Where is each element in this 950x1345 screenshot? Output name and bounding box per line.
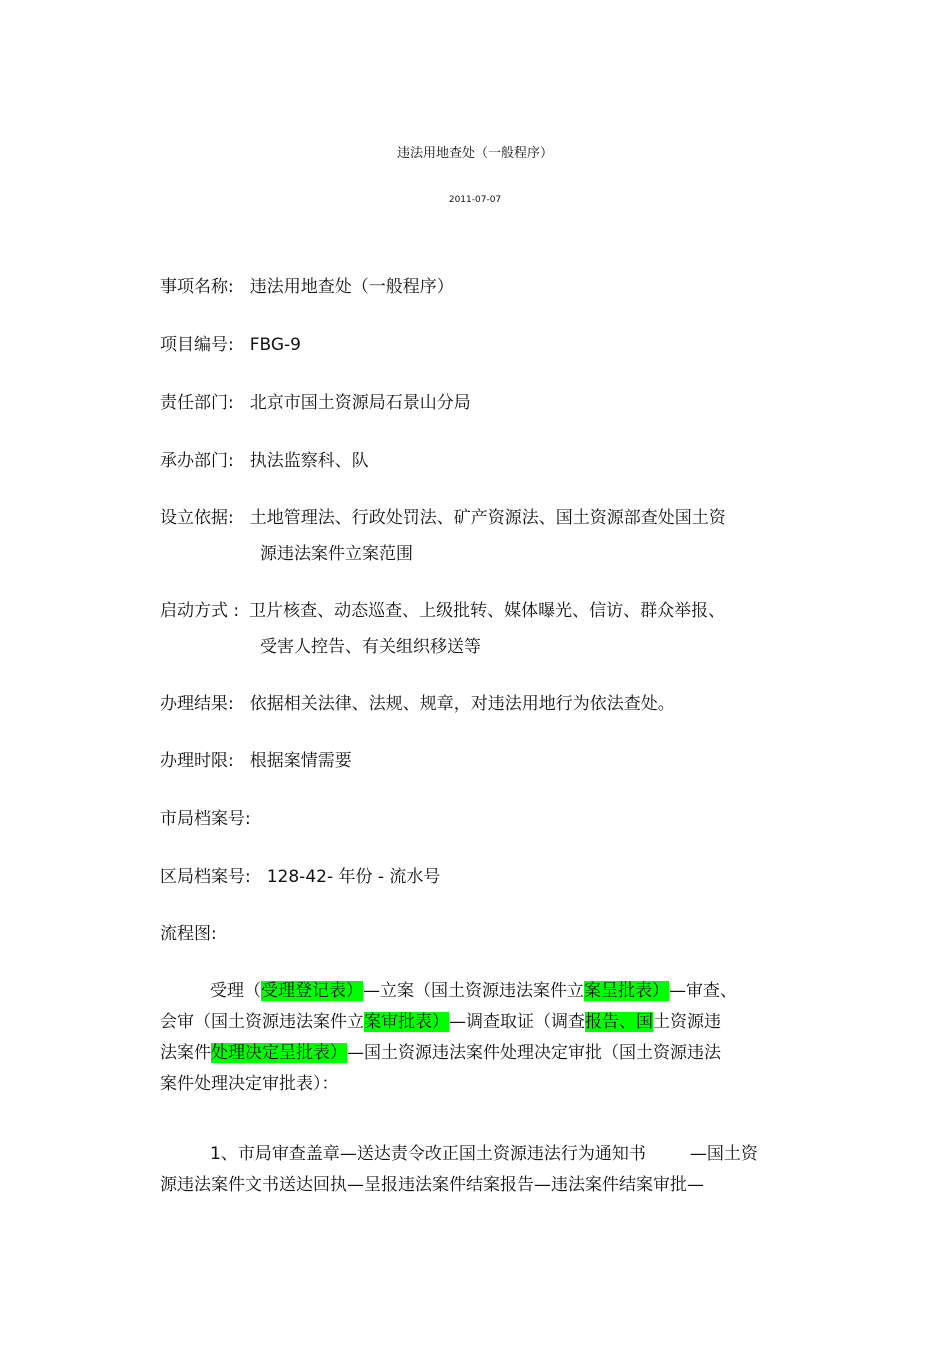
flow-text: —立案（国土资源违法案件立 [363, 981, 584, 1001]
document-date: 2011-07-07 [448, 195, 502, 205]
field-label: 办理结果: [160, 694, 234, 714]
field-city-file-no [160, 801, 267, 837]
field-label: 市局档案号: [160, 809, 251, 829]
field-basis [160, 500, 726, 564]
field-time-limit [160, 743, 352, 779]
field-label: 流程图: [160, 924, 217, 944]
flow-line [160, 1007, 790, 1038]
flow-text: 案件处理决定审批表）： [160, 1074, 339, 1094]
field-label: 承办部门: [160, 451, 234, 471]
field-item-name [160, 269, 454, 305]
flow-text: 会审（国土资源违法案件立 [160, 1012, 364, 1032]
flow-line [160, 1038, 790, 1069]
flow-text: —调查取证（调查 [449, 1012, 585, 1032]
field-label: 设立依据: [160, 508, 234, 528]
field-start-mode [160, 593, 726, 657]
field-value: 卫片核查、动态巡查、上级批转、媒体曝光、信访、群众举报、 [249, 601, 726, 621]
field-label: 责任部门: [160, 393, 234, 413]
flow-text: 1、市局审查盖章—送达责令改正国土资源违法行为通知书 [210, 1144, 646, 1164]
flow-text: —国土资 [689, 1144, 758, 1164]
flow-text: 受理（ [210, 981, 261, 1001]
field-value: 根据案情需要 [249, 751, 352, 771]
field-value: 128-42- 年份 - 流水号 [266, 867, 441, 887]
flow-text: —国土资源违法案件处理决定审批（国土资源违法 [347, 1043, 721, 1063]
field-label: 事项名称: [160, 277, 234, 297]
field-value-continued: 源违法案件立案范围 [260, 544, 413, 564]
field-value: 土地管理法、行政处罚法、矿产资源法、国土资源部查处国土资 [249, 508, 726, 528]
flow-text: 源违法案件文书送达回执—呈报违法案件结案报告—违法案件结案审批— [160, 1175, 704, 1195]
field-value: FBG-9 [249, 335, 301, 355]
flow-paragraph-1 [160, 976, 790, 1100]
field-value: 依据相关法律、法规、规章，对违法用地行为依法查处。 [249, 694, 675, 714]
field-result [160, 686, 675, 722]
highlighted-form-name: 案审批表） [364, 1012, 449, 1032]
flow-text: 土资源违 [653, 1012, 721, 1032]
flow-text: 法案件 [160, 1043, 211, 1063]
highlighted-form-name: 处理决定呈批表） [211, 1043, 347, 1063]
field-district-file-no [160, 859, 440, 895]
field-resp-dept [160, 385, 471, 421]
document-title: 违法用地查处（一般程序） [396, 146, 553, 161]
flow-line [160, 1069, 790, 1100]
field-value: 执法监察科、队 [249, 451, 369, 471]
field-value: 北京市国土资源局石景山分局 [249, 393, 471, 413]
field-project-no [160, 327, 301, 363]
highlighted-form-name: 案呈批表） [584, 981, 669, 1001]
field-label: 启动方式 : [160, 601, 240, 621]
flow-line [160, 976, 790, 1007]
flow-line [160, 1139, 790, 1170]
highlighted-form-name: 报告、国 [585, 1012, 653, 1032]
field-flowchart [160, 916, 217, 952]
highlighted-form-name: 受理登记表） [261, 981, 363, 1001]
flow-line [160, 1170, 790, 1201]
flow-paragraph-2 [160, 1139, 790, 1201]
field-label: 区局档案号: [160, 867, 251, 887]
field-value-continued: 受害人控告、有关组织移送等 [260, 637, 481, 657]
flow-text: —审查、 [669, 981, 737, 1001]
field-label: 项目编号: [160, 335, 234, 355]
field-label: 办理时限: [160, 751, 234, 771]
field-exec-dept [160, 443, 369, 479]
field-value: 违法用地查处（一般程序） [249, 277, 454, 297]
